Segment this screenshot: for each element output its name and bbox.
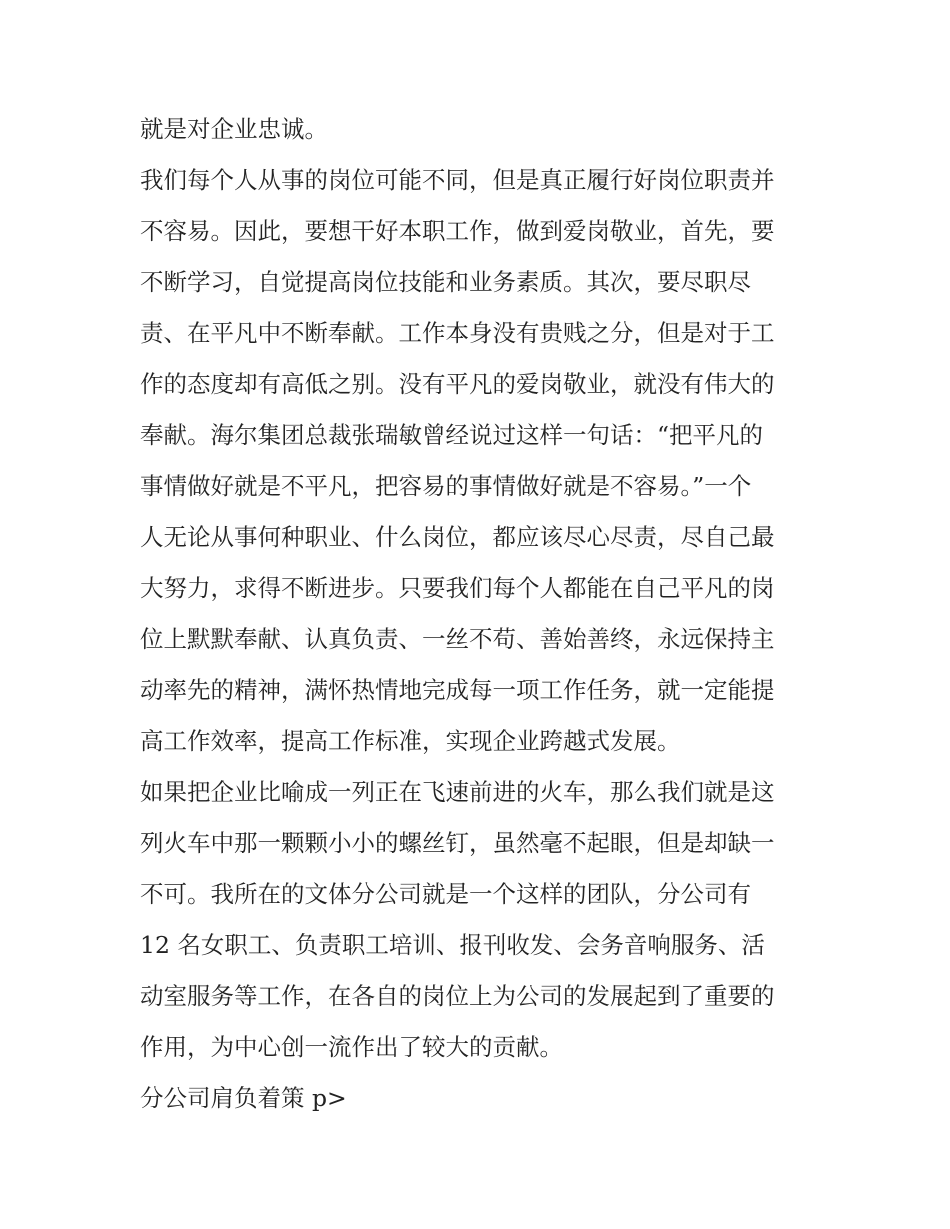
text-line: 如果把企业比喻成一列正在飞速前进的火车，那么我们就是这 [140,778,775,806]
text-line: 事情做好就是不平凡，把容易的事情做好就是不容易。”一个 [140,472,752,500]
text-line: 大努力，求得不断进步。只要我们每个人都能在自己平凡的岗 [140,574,775,602]
text-line: 就是对企业忠诚。 [140,115,328,143]
text-line: 不断学习，自觉提高岗位技能和业务素质。其次，要尽职尽 [140,268,751,296]
text-line: 高工作效率，提高工作标准，实现企业跨越式发展。 [140,727,681,755]
text-line: 动率先的精神，满怀热情地完成每一项工作任务，就一定能提 [140,676,775,704]
text-line: 奉献。海尔集团总裁张瑞敏曾经说过这样一句话：“把平凡的 [140,421,764,449]
text-line: 不容易。因此，要想干好本职工作，做到爱岗敬业，首先，要 [140,217,775,245]
text-line: 动室服务等工作，在各自的岗位上为公司的发展起到了重要的 [140,982,775,1010]
text-line: 不可。我所在的文体分公司就是一个这样的团队，分公司有 [140,880,751,908]
text-line: 人无论从事何种职业、什么岗位，都应该尽心尽责，尽自己最 [140,523,775,551]
text-line: 位上默默奉献、认真负责、一丝不苟、善始善终，永远保持主 [140,625,775,653]
text-line: 12 名女职工、负责职工培训、报刊收发、会务音响服务、活 [140,931,765,959]
text-line: 作的态度却有高低之别。没有平凡的爱岗敬业，就没有伟大的 [140,370,775,398]
text-line: 列火车中那一颗颗小小的螺丝钉，虽然毫不起眼，但是却缺一 [140,829,775,857]
text-line: 作用，为中心创一流作出了较大的贡献。 [140,1033,563,1061]
text-line: 分公司肩负着策 p> [140,1084,347,1112]
document-body [140,104,820,1124]
text-line: 我们每个人从事的岗位可能不同，但是真正履行好岗位职责并 [140,166,775,194]
text-line: 责、在平凡中不断奉献。工作本身没有贵贱之分，但是对于工 [140,319,775,347]
